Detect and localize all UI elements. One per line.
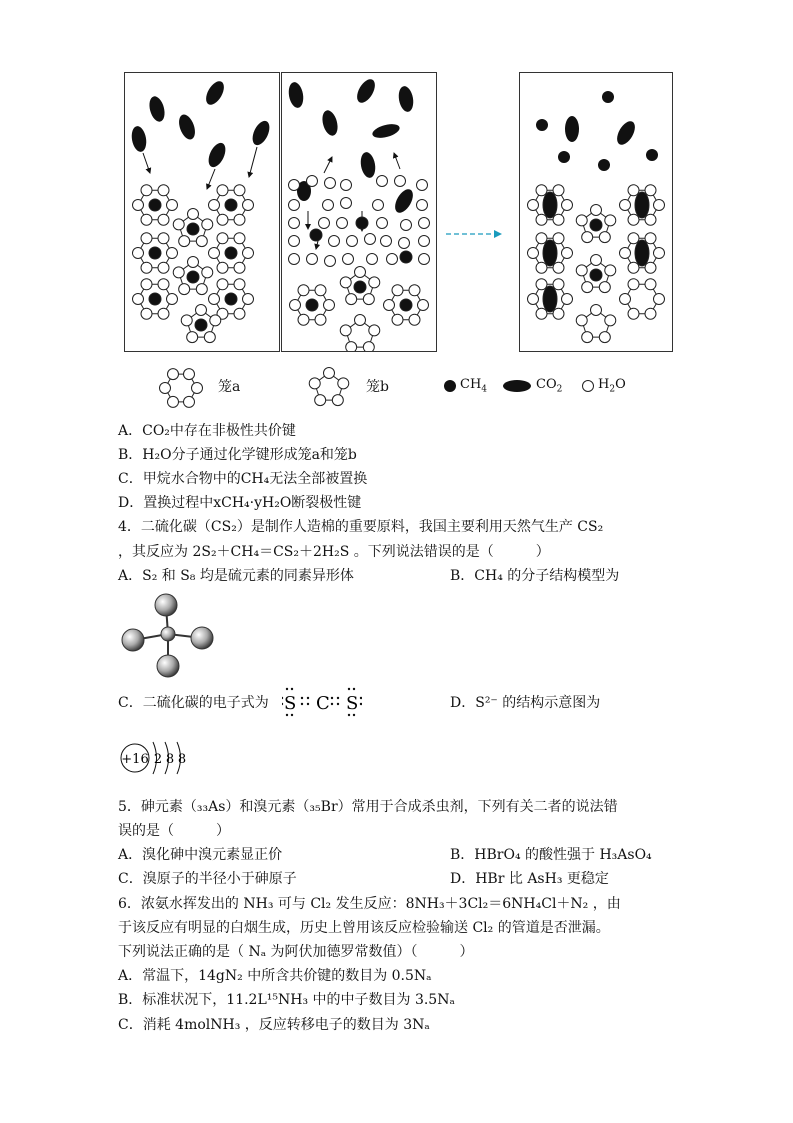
water-molecule — [654, 248, 665, 259]
water-molecule — [289, 180, 300, 191]
ch4-molecule — [187, 223, 199, 235]
water-molecule — [419, 236, 430, 247]
nucleus-charge: +16 — [121, 752, 149, 767]
q4-option-d: D．S²⁻ 的结构示意图为 — [450, 695, 601, 711]
water-molecule — [324, 368, 335, 379]
water-molecule — [392, 314, 403, 325]
water-molecule — [332, 395, 343, 406]
q4-option-c: C．二硫化碳的电子式为 — [118, 695, 269, 711]
water-molecule — [289, 218, 300, 229]
water-molecule — [187, 332, 198, 343]
water-molecule — [133, 248, 144, 259]
water-molecule — [173, 219, 184, 230]
water-molecule — [369, 277, 380, 288]
water-molecule — [645, 262, 656, 273]
water-molecule — [367, 254, 378, 265]
water-molecule — [399, 238, 410, 249]
figure-legend — [0, 366, 793, 406]
water-molecule — [363, 342, 374, 351]
water-molecule — [401, 220, 412, 231]
ch4-molecule — [400, 299, 412, 311]
water-molecule — [419, 218, 430, 229]
water-molecule — [133, 200, 144, 211]
q5-stem-line1: 5．砷元素（₃₃As）和溴元素（₃₅Br）常用于合成杀虫剂，下列有关二者的说法错 — [118, 799, 618, 815]
q5-stem-line2: 误的是（ ） — [118, 823, 230, 839]
water-molecule — [536, 214, 547, 225]
ch4-molecule — [354, 281, 366, 293]
water-molecule — [409, 285, 420, 296]
water-molecule — [204, 332, 215, 343]
water-molecule — [536, 233, 547, 244]
water-molecule — [217, 233, 228, 244]
water-molecule — [167, 248, 178, 259]
water-molecule — [325, 178, 336, 189]
q5-option-b: B．HBrO₄ 的酸性强于 H₃AsO₄ — [450, 847, 652, 863]
water-molecule — [373, 200, 384, 211]
ch4-molecule — [149, 199, 161, 211]
water-molecule — [141, 279, 152, 290]
water-molecule — [234, 262, 245, 273]
q5-option-c: C．溴原子的半径小于砷原子 — [118, 871, 297, 887]
ch4-molecule — [590, 269, 602, 281]
water-molecule — [168, 369, 179, 380]
water-molecule — [409, 314, 420, 325]
ch4-molecule — [225, 247, 237, 259]
water-molecule — [158, 279, 169, 290]
water-molecule — [536, 279, 547, 290]
water-molecule — [158, 214, 169, 225]
ch4-molecule — [149, 247, 161, 259]
water-molecule — [196, 284, 207, 295]
water-molecule — [217, 262, 228, 273]
q3-option-a: A．CO₂中存在非极性共价键 — [118, 423, 296, 439]
water-molecule — [324, 300, 335, 311]
water-molecule — [346, 342, 357, 351]
water-molecule — [553, 233, 564, 244]
q6-stem-line2: 于该反应有明显的白烟生成，历史上曾用该反应检验输送 Cl₂ 的管道是否泄漏。 — [118, 920, 610, 936]
water-molecule — [363, 294, 374, 305]
water-molecule — [654, 200, 665, 211]
q6-option-b: B．标准状况下，11.2L¹⁵NH₃ 中的中子数目为 3.5Nₐ — [118, 992, 455, 1008]
water-molecule — [591, 305, 602, 316]
water-molecule — [319, 218, 330, 229]
water-molecule — [599, 232, 610, 243]
water-molecule — [192, 383, 203, 394]
water-molecule — [369, 325, 380, 336]
water-molecule — [605, 315, 616, 326]
water-molecule — [234, 308, 245, 319]
water-molecule — [202, 267, 213, 278]
water-molecule — [395, 176, 406, 187]
water-molecule — [355, 267, 366, 278]
q5-option-d: D．HBr 比 AsH₃ 更稳定 — [450, 871, 609, 887]
water-molecule — [355, 315, 366, 326]
water-molecule — [298, 285, 309, 296]
ch4-molecule — [590, 219, 602, 231]
ch4-molecule — [356, 217, 368, 229]
ch4-molecule — [310, 229, 322, 241]
ch4-molecule — [400, 251, 412, 263]
water-molecule — [340, 325, 351, 336]
water-molecule — [553, 185, 564, 196]
water-molecule — [645, 233, 656, 244]
water-molecule — [562, 200, 573, 211]
water-molecule — [628, 214, 639, 225]
q5-option-a: A．溴化砷中溴元素显正价 — [118, 847, 283, 863]
water-molecule — [553, 279, 564, 290]
water-molecule — [343, 254, 354, 265]
water-molecule — [645, 308, 656, 319]
q4-stem-line2: ，其反应为 2S₂＋CH₄＝CS₂＋2H₂S 。下列说法错误的是（ ） — [118, 544, 550, 560]
water-molecule — [341, 198, 352, 209]
water-molecule — [243, 248, 254, 259]
water-molecule — [234, 233, 245, 244]
water-molecule — [591, 205, 602, 216]
water-molecule — [576, 265, 587, 276]
water-molecule — [158, 308, 169, 319]
water-molecule — [210, 315, 221, 326]
q6-option-a: A．常温下，14gN₂ 中所含共价键的数目为 0.5Nₐ — [118, 968, 432, 984]
water-molecule — [184, 396, 195, 407]
water-molecule — [184, 369, 195, 380]
q3-option-c: C．甲烷水合物中的CH₄无法全部被置换 — [118, 471, 368, 487]
process-arrow — [444, 228, 504, 240]
water-molecule — [188, 209, 199, 220]
q6-option-c: C．消耗 4molNH₃ ，反应转移电子的数目为 3Nₐ — [118, 1017, 430, 1033]
water-molecule — [628, 185, 639, 196]
water-molecule — [528, 200, 539, 211]
water-molecule — [141, 262, 152, 273]
water-molecule — [528, 248, 539, 259]
water-molecule — [309, 378, 320, 389]
water-molecule — [188, 257, 199, 268]
water-molecule — [591, 255, 602, 266]
water-molecule — [202, 219, 213, 230]
ch4-molecule — [187, 271, 199, 283]
water-molecule — [196, 305, 207, 316]
s2-ion-structure-diagram — [118, 738, 198, 778]
cs2-electron-formula — [282, 686, 362, 718]
water-molecule — [553, 214, 564, 225]
water-molecule — [536, 308, 547, 319]
co2-molecule — [635, 192, 649, 218]
co2-molecule — [543, 192, 557, 218]
legend-ch4: $CH_4$ — [460, 377, 488, 395]
water-molecule — [605, 215, 616, 226]
water-molecule — [196, 236, 207, 247]
hydrate-panel-3 — [519, 72, 673, 352]
water-molecule — [645, 185, 656, 196]
water-molecule — [338, 378, 349, 389]
water-molecule — [628, 262, 639, 273]
water-molecule — [536, 185, 547, 196]
water-molecule — [384, 300, 395, 311]
water-molecule — [325, 256, 336, 267]
water-molecule — [553, 262, 564, 273]
water-molecule — [179, 236, 190, 247]
co2-molecule — [543, 286, 557, 312]
co2-marker-icon — [501, 378, 533, 394]
cage-b-icon — [304, 366, 354, 410]
water-molecule — [599, 282, 610, 293]
water-molecule — [307, 254, 318, 265]
water-molecule — [392, 285, 403, 296]
water-molecule — [315, 285, 326, 296]
water-molecule — [418, 300, 429, 311]
water-molecule — [628, 233, 639, 244]
ch4-molecule — [306, 299, 318, 311]
water-molecule — [289, 200, 300, 211]
shell-2: 8 — [165, 752, 175, 767]
q6-stem-line3: 下列说法正确的是（ Nₐ 为阿伏加德罗常数值）（ ） — [118, 944, 474, 960]
water-molecule — [217, 214, 228, 225]
water-molecule — [347, 236, 358, 247]
water-molecule — [628, 279, 639, 290]
water-molecule — [179, 284, 190, 295]
water-molecule — [209, 200, 220, 211]
shell-3: 8 — [177, 752, 187, 767]
water-molecule — [337, 218, 348, 229]
water-molecule — [173, 267, 184, 278]
water-molecule — [419, 254, 430, 265]
cage-a-icon — [156, 366, 206, 410]
water-molecule — [346, 294, 357, 305]
q4-option-b: B．CH₄ 的分子结构模型为 — [450, 568, 620, 584]
shell-1: 2 — [153, 752, 163, 767]
water-molecule — [141, 233, 152, 244]
ch4-molecule — [149, 293, 161, 305]
legend-h2o: $H_2O$ — [598, 377, 626, 395]
water-molecule — [576, 215, 587, 226]
water-molecule — [417, 200, 428, 211]
water-molecule — [158, 262, 169, 273]
ch4-molecule — [195, 319, 207, 331]
h2o-marker-icon — [580, 378, 596, 394]
water-molecule — [377, 218, 388, 229]
water-molecule — [620, 200, 631, 211]
water-molecule — [290, 300, 301, 311]
ch4-ball-stick-model — [118, 592, 218, 682]
water-molecule — [365, 234, 376, 245]
water-molecule — [167, 294, 178, 305]
water-molecule — [307, 176, 318, 187]
legend-co2: $CO_2$ — [536, 377, 563, 395]
water-molecule — [298, 314, 309, 325]
water-molecule — [341, 180, 352, 191]
water-molecule — [141, 185, 152, 196]
water-molecule — [209, 294, 220, 305]
water-molecule — [654, 294, 665, 305]
legend-cage-b: 笼b — [366, 379, 389, 395]
water-molecule — [158, 233, 169, 244]
q3-option-d: D．置换过程中xCH₄·yH₂O断裂极性键 — [118, 495, 362, 511]
water-molecule — [605, 265, 616, 276]
water-molecule — [340, 277, 351, 288]
co2-molecule — [635, 240, 649, 266]
water-molecule — [141, 308, 152, 319]
water-molecule — [289, 254, 300, 265]
water-molecule — [234, 214, 245, 225]
water-molecule — [160, 383, 171, 394]
water-molecule — [528, 294, 539, 305]
water-molecule — [381, 236, 392, 247]
water-molecule — [387, 254, 398, 265]
ch4-molecule — [225, 293, 237, 305]
water-molecule — [417, 180, 428, 191]
water-molecule — [141, 214, 152, 225]
water-molecule — [181, 315, 192, 326]
water-molecule — [158, 185, 169, 196]
water-molecule — [133, 294, 144, 305]
water-molecule — [599, 332, 610, 343]
water-molecule — [329, 236, 340, 247]
atom-s-right: S — [346, 693, 359, 714]
atom-s-left: S — [284, 693, 297, 714]
water-molecule — [582, 332, 593, 343]
water-molecule — [243, 294, 254, 305]
water-molecule — [628, 308, 639, 319]
water-molecule — [234, 279, 245, 290]
q4-option-a: A．S₂ 和 S₈ 均是硫元素的同素异形体 — [118, 568, 354, 584]
water-molecule — [315, 314, 326, 325]
water-molecule — [645, 214, 656, 225]
ch4-marker-icon — [442, 378, 458, 394]
water-molecule — [536, 262, 547, 273]
water-molecule — [582, 282, 593, 293]
water-molecule — [243, 200, 254, 211]
water-molecule — [562, 248, 573, 259]
water-molecule — [234, 185, 245, 196]
co2-molecule — [543, 240, 557, 266]
water-molecule — [315, 395, 326, 406]
q4-stem-line1: 4．二硫化碳（CS₂）是制作人造棉的重要原料，我国主要利用天然气生产 CS₂ — [118, 519, 604, 535]
water-molecule — [217, 185, 228, 196]
hydrate-panel-2 — [281, 72, 437, 352]
atom-c: C — [316, 693, 330, 714]
water-molecule — [582, 232, 593, 243]
legend-cage-a: 笼a — [218, 379, 241, 395]
water-molecule — [620, 294, 631, 305]
q3-option-b: B．H₂O分子通过化学键形成笼a和笼b — [118, 447, 357, 463]
water-molecule — [217, 279, 228, 290]
water-molecule — [289, 236, 300, 247]
water-molecule — [576, 315, 587, 326]
water-molecule — [167, 200, 178, 211]
water-molecule — [620, 248, 631, 259]
water-molecule — [562, 294, 573, 305]
water-molecule — [323, 200, 334, 211]
water-molecule — [168, 396, 179, 407]
ch4-molecule — [225, 199, 237, 211]
water-molecule — [553, 308, 564, 319]
hydrate-panel-1 — [124, 72, 280, 352]
water-molecule — [209, 248, 220, 259]
water-molecule — [645, 279, 656, 290]
q6-stem-line1: 6．浓氨水挥发出的 NH₃ 可与 Cl₂ 发生反应：8NH₃＋3Cl₂＝6NH₄Cl＋N₂ ，由 — [118, 896, 621, 912]
water-molecule — [377, 176, 388, 187]
